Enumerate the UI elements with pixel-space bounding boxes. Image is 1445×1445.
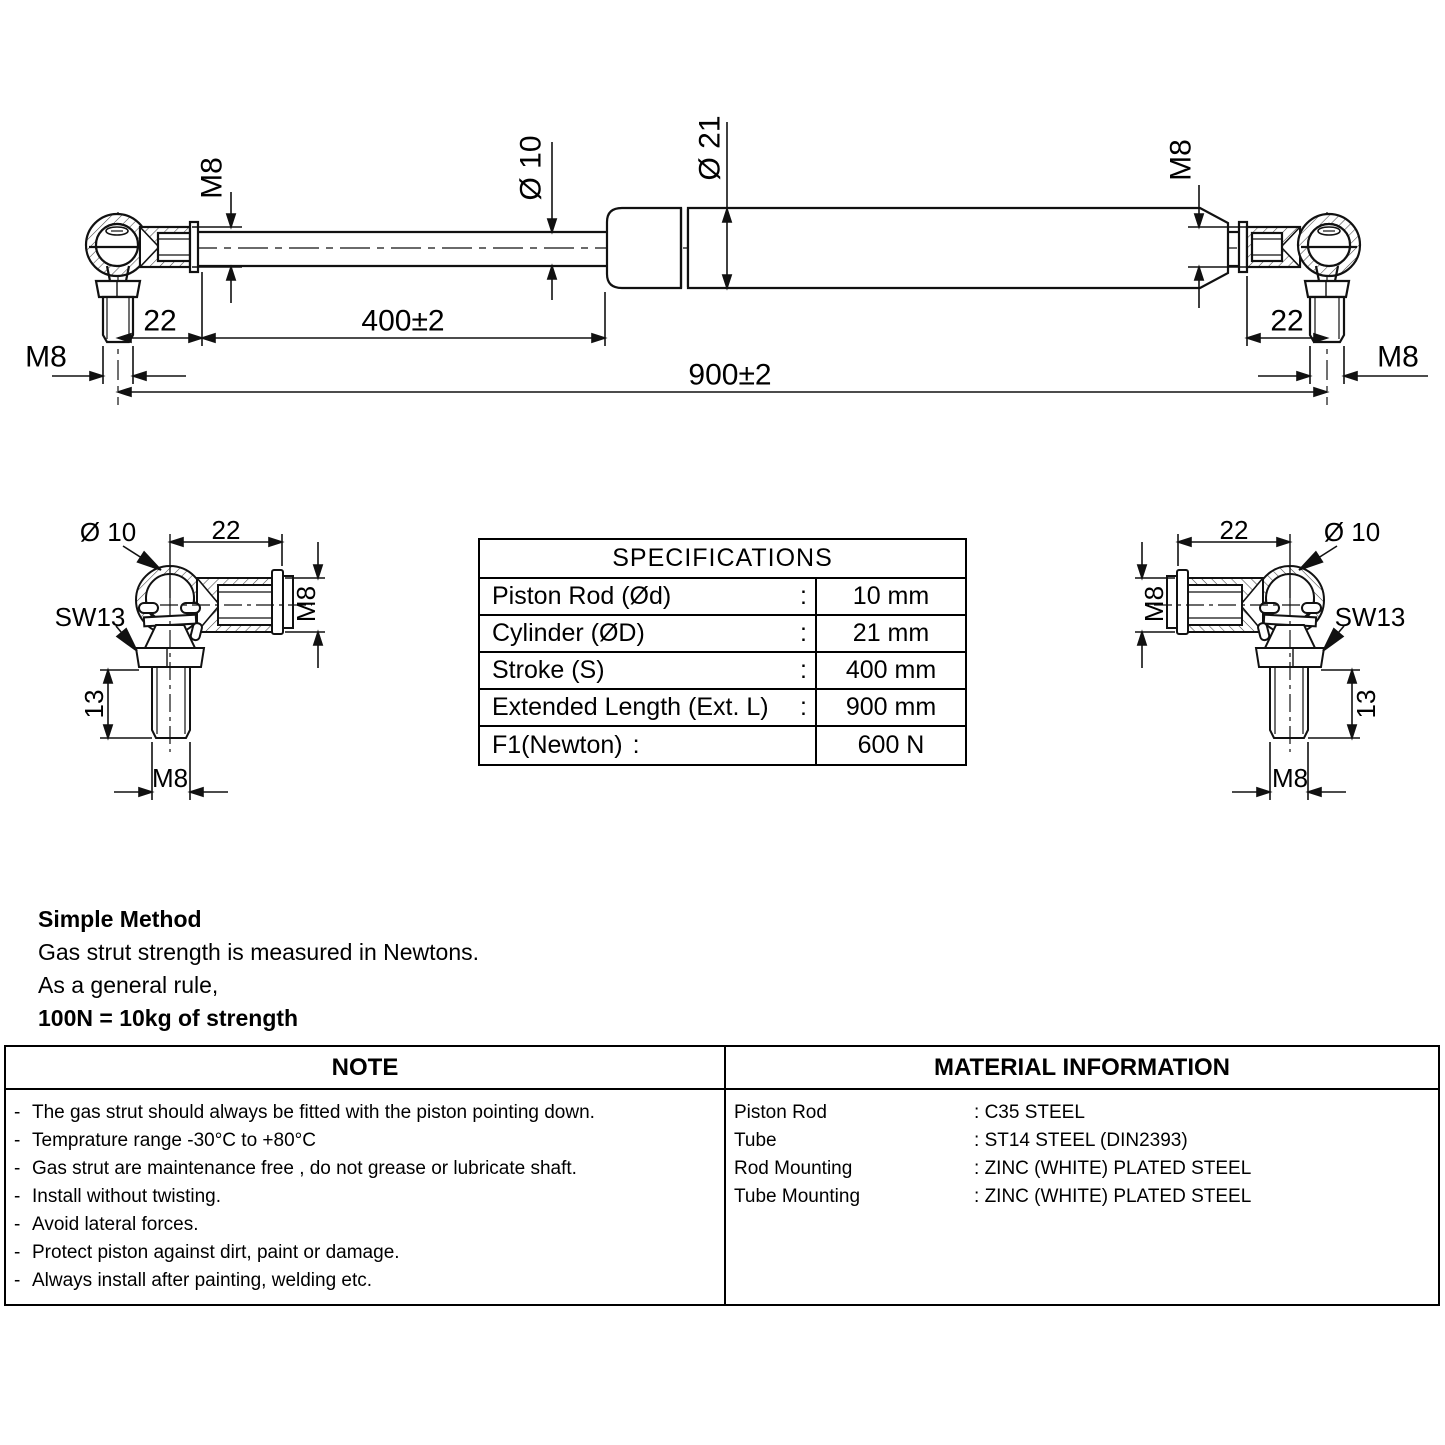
bullet: -: [14, 1214, 21, 1235]
spec-value: 10 mm: [852, 582, 930, 610]
detail-left-wrench-label: SW13: [54, 602, 126, 632]
colon: :: [632, 731, 640, 759]
ball-stud-fitting-geometry: [100, 534, 325, 800]
detail-left-ball-dia-label: Ø 10: [79, 517, 137, 547]
end-fitting-detail-left: [20, 490, 420, 820]
detail-right-stud-length-label: 13: [1351, 689, 1381, 719]
spec-label: Extended Length (Ext. L): [492, 693, 769, 721]
bullet: -: [14, 1242, 21, 1263]
note-text: The gas strut should always be fitted with the piston pointing down.: [32, 1102, 595, 1123]
detail-left-stud-length-label: 13: [79, 689, 109, 719]
spec-value: 600 N: [857, 731, 925, 759]
dim-left-fitting-length: 22: [143, 304, 177, 338]
material-value: ZINC (WHITE) PLATED STEEL: [984, 1186, 1252, 1207]
note-text: Avoid lateral forces.: [32, 1214, 199, 1235]
bullet: -: [14, 1130, 21, 1151]
material-value: C35 STEEL: [984, 1102, 1085, 1123]
detail-right-stud-thread-label: M8: [1271, 763, 1309, 793]
note-text: Protect piston against dirt, paint or damage.: [32, 1242, 400, 1263]
end-fitting-detail-right: [1040, 490, 1440, 820]
dim-tube-dia-label: Ø 21: [693, 115, 727, 181]
dim-rod-thread-label: M8: [195, 157, 229, 199]
dim-left-stud-thread: M8: [25, 340, 67, 374]
detail-left-stud-thread-label: M8: [151, 763, 189, 793]
note-item: [14, 1099, 718, 1127]
spec-value: 21 mm: [852, 619, 930, 647]
material-value: ZINC (WHITE) PLATED STEEL: [984, 1158, 1252, 1179]
colon: :: [800, 619, 807, 647]
colon: :: [974, 1158, 980, 1179]
note-item: [14, 1127, 718, 1155]
spec-row-extended-length: [480, 690, 965, 727]
material-row: [734, 1183, 1432, 1211]
dim-extended-length: 900±2: [688, 358, 772, 392]
spec-value: 400 mm: [845, 656, 937, 684]
colon: :: [974, 1130, 980, 1151]
dim-rod-dia-label: Ø 10: [514, 135, 548, 201]
note-item: [14, 1211, 718, 1239]
simple-method-note: [38, 903, 479, 1035]
spec-row-stroke: [480, 653, 965, 690]
note-text: Always install after painting, welding etc.: [32, 1270, 373, 1291]
spec-row-cylinder: [480, 616, 965, 653]
colon: :: [800, 693, 807, 721]
note-material-table: [4, 1045, 1440, 1306]
note-text: Install without twisting.: [32, 1186, 222, 1207]
material-label: Rod Mounting: [734, 1158, 853, 1179]
material-label: Tube: [734, 1130, 777, 1151]
material-label: Tube Mounting: [734, 1186, 861, 1207]
simple-method-line: Gas strut strength is measured in Newtons.: [38, 939, 480, 965]
material-header: MATERIAL INFORMATION: [724, 1047, 1438, 1090]
detail-right-socket-thread-label: M8: [1139, 585, 1169, 623]
note-text: Temprature range -30°C to +80°C: [32, 1130, 316, 1151]
simple-method-title: Simple Method: [38, 906, 202, 932]
spec-row-force: [480, 727, 965, 764]
dim-right-thread-label: M8: [1164, 139, 1198, 181]
note-header: NOTE: [6, 1047, 724, 1090]
dim-right-fitting-length: 22: [1270, 304, 1304, 338]
main-strut-drawing: [0, 0, 1445, 470]
spec-row-piston-rod: [480, 579, 965, 616]
detail-right-ball-dia-label: Ø 10: [1323, 517, 1381, 547]
colon: :: [974, 1186, 980, 1207]
dim-stroke-length: 400±2: [361, 304, 445, 338]
detail-left-length-label: 22: [211, 515, 241, 545]
note-item: [14, 1183, 718, 1211]
spec-value: 900 mm: [845, 693, 937, 721]
bullet: -: [14, 1102, 21, 1123]
colon: :: [974, 1102, 980, 1123]
simple-method-line: As a general rule,: [38, 972, 219, 998]
cylinder-tube: [607, 208, 1228, 288]
piston-rod: [198, 232, 607, 266]
detail-right-length-label: 22: [1219, 515, 1249, 545]
material-label: Piston Rod: [734, 1102, 827, 1123]
material-row: [734, 1127, 1432, 1155]
spec-label: Cylinder (ØD): [492, 619, 645, 647]
material-value: ST14 STEEL (DIN2393): [984, 1130, 1188, 1151]
note-body: [6, 1090, 724, 1304]
note-item: [14, 1239, 718, 1267]
simple-method-rule: 100N = 10kg of strength: [38, 1005, 299, 1031]
colon: :: [800, 656, 807, 684]
note-item: [14, 1155, 718, 1183]
specifications-table: [478, 538, 967, 766]
material-row: [734, 1155, 1432, 1183]
material-row: [734, 1099, 1432, 1127]
bullet: -: [14, 1186, 21, 1207]
spec-label: Stroke (S): [492, 656, 605, 684]
detail-left-socket-thread-label: M8: [291, 585, 321, 623]
detail-right-wrench-label: SW13: [1334, 602, 1406, 632]
spec-label: F1(Newton): [492, 731, 623, 759]
spec-label: Piston Rod (Ød): [492, 582, 672, 610]
note-text: Gas strut are maintenance free , do not grease or lubricate shaft.: [32, 1158, 577, 1179]
note-item: [14, 1267, 718, 1295]
dim-right-stud-thread: M8: [1377, 340, 1419, 374]
left-ball-socket-fitting: [86, 214, 198, 342]
spec-table-title: SPECIFICATIONS: [480, 540, 965, 579]
bullet: -: [14, 1270, 21, 1291]
ball-stud-fitting-geometry-mirrored: [1135, 534, 1360, 800]
bullet: -: [14, 1158, 21, 1179]
colon: :: [800, 582, 807, 610]
material-body: [724, 1090, 1438, 1304]
